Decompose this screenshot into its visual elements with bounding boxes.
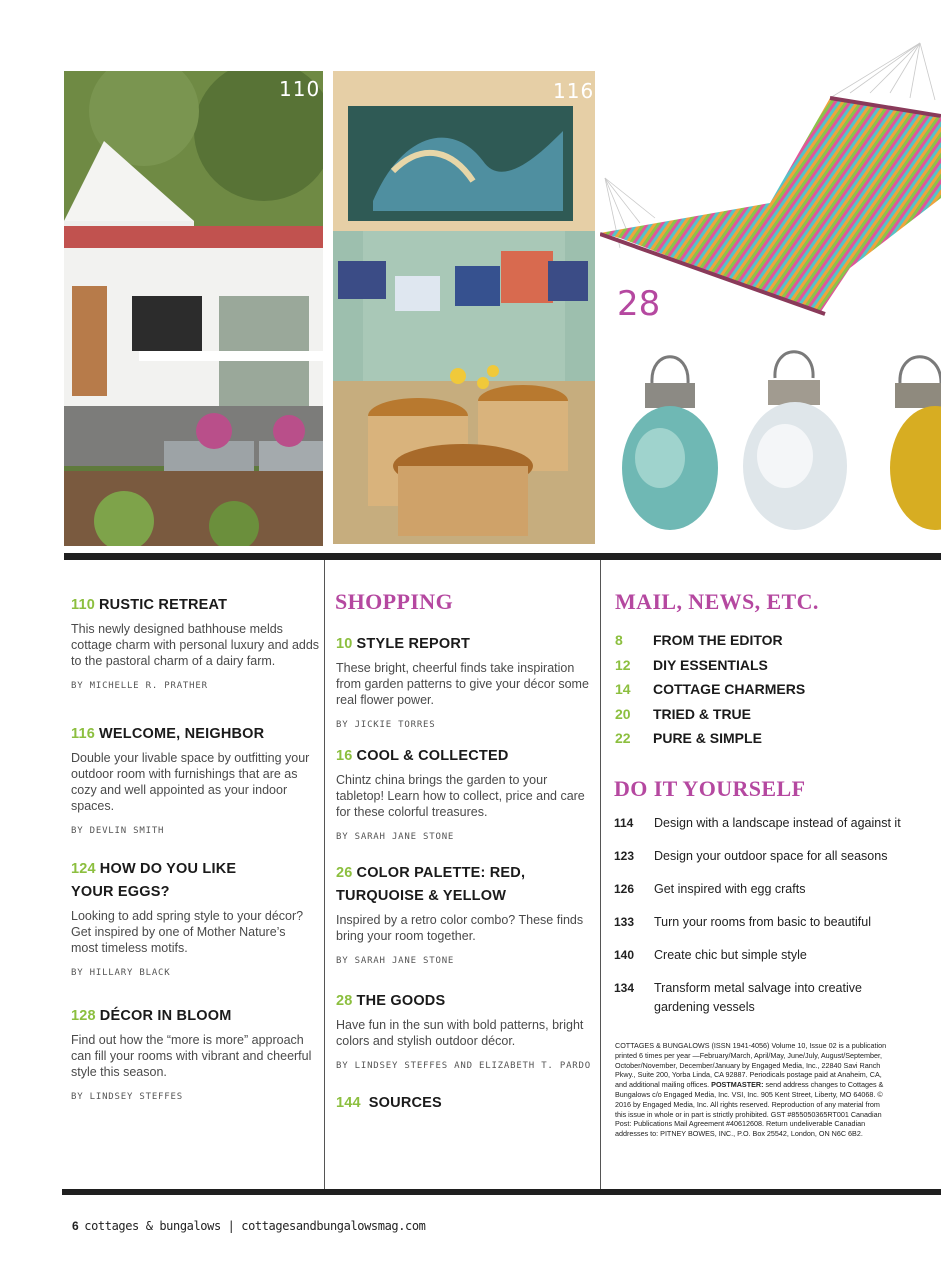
department-item[interactable]: 20 TRIED & TRUE [615,705,751,722]
photo-bathhouse [64,71,323,546]
footer-text: cottages & bungalows | cottagesandbungalowsmag.com [84,1219,426,1233]
article-byline: BY LINDSEY STEFFES AND ELIZABETH T. PARDO [336,1061,591,1071]
article-description: Have fun in the sun with bold patterns, bright colors and stylish outdoor décor. [336,1018,584,1048]
diy-list [614,814,914,1017]
department-item[interactable]: 8 FROM THE EDITOR [615,632,783,649]
article-heading: 128 DÉCOR IN BLOOM [71,1008,232,1024]
page-footer [72,1219,426,1233]
article-heading: 26 COLOR PALETTE: RED, TURQUOISE & YELLOW [336,865,526,904]
article-description: This newly designed bathhouse melds cottage charm with personal luxury and adds to the pastoral charm of a dairy farm. [71,622,320,668]
article-description: Double your livable space by outfitting your outdoor room with furnishings that are as cozy and well appointed as your indoor spaces. [71,751,310,813]
photo-page-number: 110 [279,77,321,101]
article-byline: BY JICKIE TORRES [336,720,436,730]
article-heading: 28 THE GOODS [336,993,446,1009]
section-title-diy: DO IT YOURSELF [614,776,806,801]
top-divider [64,553,941,560]
shopping-style-report[interactable] [336,633,594,730]
shopping-the-goods[interactable] [336,990,594,1071]
article-byline: BY HILLARY BLACK [71,968,171,978]
article-byline: BY SARAH JANE STONE [336,832,455,842]
article-description: Find out how the “more is more” approach can fill your rooms with vibrant and cheerful style this season. [71,1033,312,1079]
article-heading: 110 RUSTIC RETREAT [71,597,228,613]
page-number: 6 [72,1219,79,1233]
shopping-cool-collected[interactable] [336,745,594,842]
diy-item[interactable]: 134 Transform metal salvage into creative gardening vessels [614,981,862,1014]
article-heading: 116 WELCOME, NEIGHBOR [71,726,265,742]
column-divider [324,560,325,1189]
article-byline: BY MICHELLE R. PRATHER [71,681,208,691]
shopping-color-palette[interactable] [336,862,584,966]
article-byline: BY LINDSEY STEFFES [71,1092,183,1102]
diy-item[interactable]: 123 Design your outdoor space for all seasons [614,849,888,863]
bottom-divider [62,1189,941,1195]
article-description: Inspired by a retro color combo? These finds bring your room together. [336,913,584,943]
section-title-mail-news: MAIL, NEWS, ETC. [615,589,819,614]
article-byline: BY DEVLIN SMITH [71,826,165,836]
feature-how-do-you-like-your-eggs[interactable] [71,858,304,978]
diy-item[interactable]: 140 Create chic but simple style [614,948,807,962]
photo-page-number: 116 [553,79,595,103]
column-divider [600,560,601,1189]
article-byline: BY SARAH JANE STONE [336,956,455,966]
diy-item[interactable]: 114 Design with a landscape instead of against it [614,816,901,830]
departments-list [615,628,915,751]
department-item[interactable]: 22 PURE & SIMPLE [615,730,762,747]
article-description: Chintz china brings the garden to your tabletop! Learn how to collect, price and care for these colorful treasures. [336,773,585,819]
department-item[interactable]: 14 COTTAGE CHARMERS [615,681,806,698]
section-title-shopping: SHOPPING [335,589,454,614]
article-description: Looking to add spring style to your décor? Get inspired by one of Mother Nature’s most timeless motifs. [71,909,304,955]
shopping-sources[interactable] [336,1092,594,1115]
photo-page-number-large: 28 [617,284,661,324]
feature-rustic-retreat[interactable] [71,594,321,691]
legal-statement: COTTAGES & BUNGALOWS (ISSN 1941-4056) Volume 10, Issue 02 is a publication printed 6 times per year —February/March, April/May, June/July, August/September, October/November, December/January by Engaged Media, Inc., 22840 Savi Ranch Pkwy., Suite 200, Yorba Linda, CA 92887. Periodicals postage paid at Anaheim, CA, and additional mailing offices. POSTMASTER: send address changes to Cottages & Bungalows c/o Engaged Media, Inc. VSI, Inc. 905 Kent Street, Liberty, MO 64068. © 2016 by Engaged Media, Inc. All rights reserved. Reproduction of any material from this issue in whole or in part is strictly prohibited. GST #855050365RT001 Canadian Post: Publications Mail Agreement #40612608. Return undeliverable Canadian addresses to: PITNEY BOWES, INC., P.O. Box 25542, London, ON N6C 6B2. [615,1041,887,1139]
feature-decor-in-bloom[interactable] [71,1005,321,1102]
article-description: These bright, cheerful finds take inspiration from garden patterns to give your décor some real flower power. [336,661,589,707]
article-heading: 144 SOURCES [336,1095,442,1111]
article-heading: 124 HOW DO YOU LIKE YOUR EGGS? [71,861,237,900]
diy-item[interactable]: 133 Turn your rooms from basic to beautiful [614,915,871,929]
article-heading: 10 STYLE REPORT [336,636,471,652]
feature-welcome-neighbor[interactable] [71,723,321,836]
article-heading: 16 COOL & COLLECTED [336,748,509,764]
diy-item[interactable]: 126 Get inspired with egg crafts [614,882,806,896]
photo-outdoor-room [333,71,595,544]
department-item[interactable]: 12 DIY ESSENTIALS [615,656,768,673]
